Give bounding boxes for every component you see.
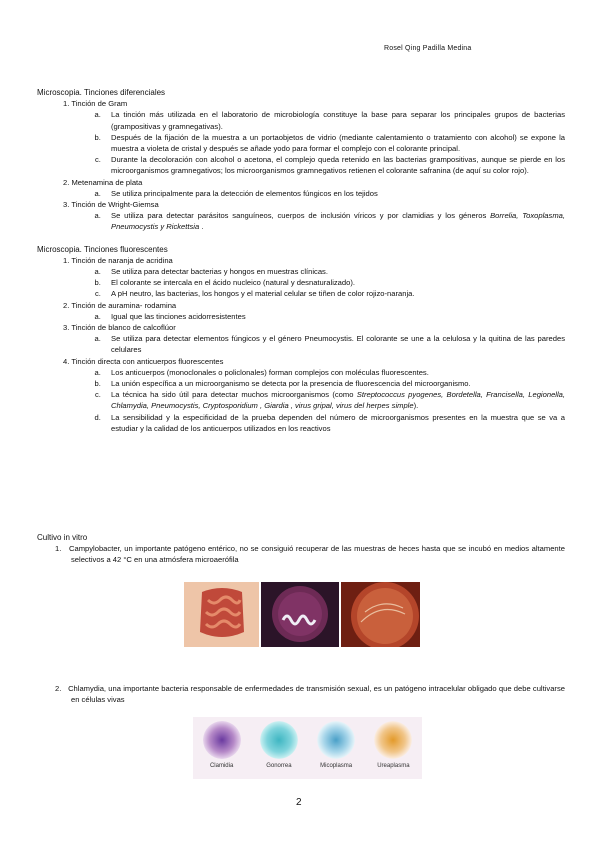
sub-item: a. Se utiliza principalmente para la detección de elementos fúngicos en los tejidos [103, 188, 565, 199]
pathogen-cell [198, 721, 246, 769]
sub-item-end: . [199, 222, 204, 232]
item-number: 2. [63, 300, 70, 310]
chlamydia-icon [203, 721, 241, 759]
list-item [57, 300, 565, 322]
page-number: 2 [296, 797, 302, 808]
item-number: 3. [63, 323, 70, 333]
differential-list [37, 98, 565, 232]
sub-item-text: Se utiliza para detectar parásitos sanguíneos, cuerpos de inclusión víricos y por clamidias y los géneros [111, 211, 491, 221]
author-name: Rosel Qing Padilla Medina [384, 45, 472, 52]
sub-item: b. La unión específica a un microorganismo se detecta por la presencia de fluorescencia del microorganismo. [103, 378, 565, 389]
culture-item-2-text [37, 683, 565, 705]
sub-list [63, 210, 565, 232]
item-text: Chlamydia, una importante bacteria responsable de enfermedades de transmisión sexual, es un patógeno intracelular obligado que debe cultivarse en células vivas [68, 684, 565, 705]
item-number: 2. [63, 177, 70, 187]
sub-item: a. Los anticuerpos (monoclonales o policlonales) forman complejos con moléculas fluorescentes. [103, 367, 565, 378]
item-label: Tinción de Wright-Giemsa [71, 200, 159, 210]
mycoplasma-icon [317, 721, 355, 759]
section-title-culture: Cultivo in vitro [37, 533, 88, 542]
sub-item-end: ). [413, 401, 419, 411]
sub-item: a. Se utiliza para detectar elementos fúngicos y el género Pneumocystis. El colorante se une a la celulosa y la quitina de las paredes celulares [103, 333, 565, 355]
item-label: Tinción de Gram [71, 99, 128, 109]
ureaplasma-icon [374, 721, 412, 759]
item-number: 1. [63, 255, 70, 265]
list-item [57, 255, 565, 300]
list-item [57, 177, 565, 199]
sub-item [103, 389, 565, 411]
item-label: Tinción de naranja de acridina [71, 255, 173, 265]
agar-plate-illustration [341, 582, 420, 647]
culture-item-1 [37, 543, 565, 565]
item-label: Tinción directa con anticuerpos fluorescentes [71, 356, 224, 366]
sub-list [63, 266, 565, 300]
gonorrhea-icon [260, 721, 298, 759]
sub-item: b. El colorante se intercala en el ácido nucleico (natural y desnaturalizado). [103, 277, 565, 288]
culture-item-2 [37, 683, 565, 705]
pathogen-cell [255, 721, 303, 769]
sub-list [63, 367, 565, 434]
sub-list [63, 311, 565, 322]
campylobacter-micrograph [261, 582, 338, 647]
intestine-image [184, 582, 259, 647]
item-number: 1. [55, 544, 62, 554]
item-label: Tinción de auramina- rodamina [71, 300, 177, 310]
genera-italic: Borrelia, Toxoplasma, Pneumocystis y Rickettsia [111, 211, 565, 232]
sub-item: d. La sensibilidad y la especificidad de la prueba dependen del número de microorganismos presentes en la muestra que se va a estudiar y la calidad de los anticuerpos utilizados en los reactivos [103, 412, 565, 434]
sub-item: c. A pH neutro, las bacterias, los hongos y el material celular se tiñen de color rojizo-naranja. [103, 288, 565, 299]
list-item [57, 199, 565, 233]
sub-item: b. Después de la fijación de la muestra a un portaobjetos de vidrio (mediante calentamiento o tratamiento con alcohol) se expone la muestra a violeta de cristal y después se añade yodo para formar el complejo con el colorante principal. [103, 132, 565, 154]
intestine-illustration [184, 582, 259, 647]
item-number: 1. [63, 99, 70, 109]
pathogen-label: Micoplasma [320, 763, 353, 769]
pathogen-label: Gonorrea [266, 763, 292, 769]
list-item [57, 356, 565, 434]
sub-item: a. La tinción más utilizada en el laboratorio de microbiología constituye la base para separar los principales grupos de bacterias (grampositivas y gramnegativas). [103, 109, 565, 131]
pathogen-label: Ureaplasma [377, 763, 410, 769]
fluorescent-list [37, 255, 565, 434]
culture-section [37, 532, 565, 566]
pathogen-cell [369, 721, 417, 769]
item-text: Campylobacter, un importante patógeno entérico, no se consiguió recuperar de las muestras de heces hasta que se incubó en medios altamente selectivos a 42 °C en una atmósfera microaerófila [69, 544, 565, 565]
section-title-fluorescent: Microscopia. Tinciones fluorescentes [37, 244, 168, 254]
sub-item: a. Igual que las tinciones acidorresistentes [103, 311, 565, 322]
list-item [57, 322, 565, 356]
sub-list [63, 333, 565, 355]
sub-list [63, 109, 565, 176]
item-number: 2. [55, 684, 62, 693]
pathogen-label: Clamidia [209, 763, 234, 769]
list-item [57, 98, 565, 176]
campylobacter-image-strip [184, 582, 420, 647]
pathogen-cell [312, 721, 360, 769]
organisms-italic: Streptococcus pyogenes, Bordetella, Francisella, Legionella, Chlamydia, Pneumocystis, Cryptosporidium , Giardia , virus gripal, virus del herpes simple [111, 390, 566, 411]
section-title-differential: Microscopia. Tinciones diferenciales [37, 88, 166, 97]
sub-list [63, 188, 565, 199]
spiral-bacteria-illustration [261, 582, 338, 647]
sub-item-text: La técnica ha sido útil para detectar muchos microorganismos (como [111, 390, 357, 400]
item-number: 4. [63, 356, 70, 366]
sti-pathogens-image [193, 717, 422, 779]
sub-item: c. Durante la decoloración con alcohol o acetona, el complejo queda retenido en las bacterias grampositivas, aunque se pierde en los microorganismos gramnegativos; los microorganismos gramnegativos retienen el colorante safranina (de aquí su color rojo). [103, 154, 565, 176]
stains-content [37, 87, 565, 434]
item-label: Tinción de blanco de calcoflúor [71, 323, 176, 333]
item-label: Metenamina de plata [71, 177, 143, 187]
item-number: 3. [63, 200, 70, 210]
culture-plate-image [341, 582, 420, 647]
sub-item: a. Se utiliza para detectar bacterias y hongos en muestras clínicas. [103, 266, 565, 277]
sub-item [103, 210, 565, 232]
